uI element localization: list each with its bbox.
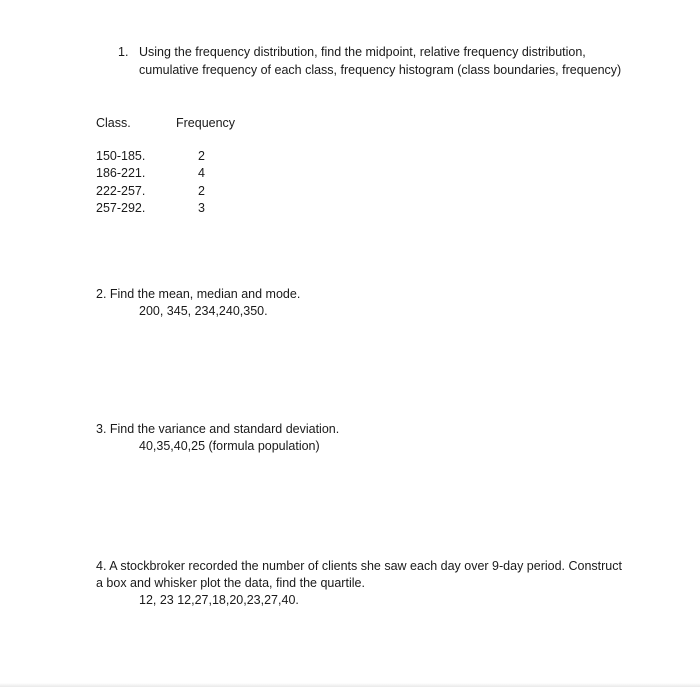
table-row: [96, 148, 226, 165]
frequency-column-header: Frequency: [176, 116, 236, 130]
class-cell: 222-257.: [96, 183, 146, 198]
class-cell: 257-292.: [96, 200, 146, 215]
question-1-number: 1.: [118, 45, 129, 59]
frequency-cell: 2: [198, 183, 205, 198]
table-row: [96, 200, 226, 217]
question-3-text: 3. Find the variance and standard deviation.: [96, 422, 340, 436]
frequency-cell: 4: [198, 166, 205, 181]
question-1-line-2: cumulative frequency of each class, frequency histogram (class boundaries, frequency): [139, 63, 622, 77]
frequency-cell: 3: [198, 200, 205, 215]
question-1-line-1: Using the frequency distribution, find the midpoint, relative frequency distribution,: [139, 45, 586, 59]
question-2-data: 200, 345, 234,240,350.: [139, 304, 268, 318]
class-cell: 150-185.: [96, 149, 146, 163]
question-4-line-1: 4. A stockbroker recorded the number of clients she saw each day over 9-day period. Construct: [96, 559, 622, 573]
question-3-data: 40,35,40,25 (formula population): [139, 439, 320, 453]
question-3: [96, 421, 656, 455]
question-4-line-2: a box and whisker plot the data, find the quartile.: [96, 576, 365, 590]
question-2: [96, 286, 656, 320]
table-row: [96, 183, 226, 200]
class-column-header: Class.: [96, 116, 131, 130]
page-bottom-edge: [0, 683, 700, 687]
question-4-data: 12, 23 12,27,18,20,23,27,40.: [139, 593, 299, 607]
frequency-table: [96, 148, 226, 217]
class-cell: 186-221.: [96, 166, 146, 181]
question-2-text: 2. Find the mean, median and mode.: [96, 287, 301, 301]
frequency-cell: 2: [198, 149, 205, 163]
question-4: [96, 558, 656, 609]
question-1-text: [139, 44, 679, 80]
table-row: [96, 165, 226, 182]
